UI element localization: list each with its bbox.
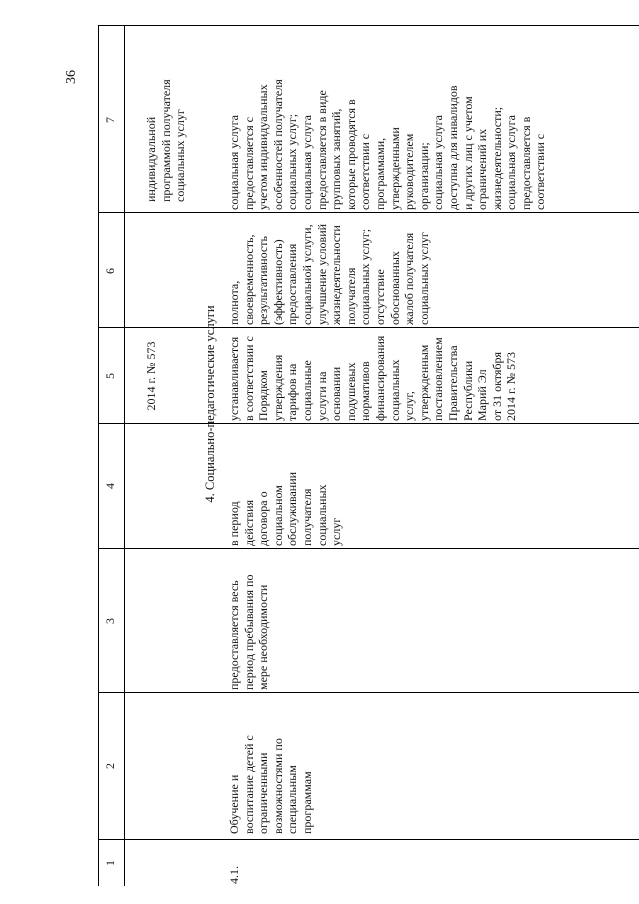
- column-number-3: 3: [103, 618, 117, 624]
- column-number-5: 5: [103, 373, 117, 379]
- service-conditions: социальная услуга предоставляется с учетом индивидуальных особенностей получателя социальных услуг; социальная услуга предоставляется в виде групповых занятий, которые проводятся в соответствии с программами, утвержденными руководителем организации; социальная услуга доступна для инвалидов и других лиц с учетом ограничений их жизнедеятельности; социальная услуга предоставляется в соответствии с: [227, 79, 548, 210]
- service-tariff: устанавливается в соответствии с Порядком утверждения тарифов на социальные услуги на основании подушевых нормативов финансирования социальных услуг, утвержденным постановлением Правительства Республики Марий Эл от 31 октября 2014 г. № 573: [227, 335, 519, 421]
- column-number-1: 1: [103, 860, 117, 866]
- header-bottom-line: [124, 26, 125, 886]
- page-number: 36: [64, 70, 79, 84]
- column-number-2: 2: [103, 763, 117, 769]
- col-sep-1: [98, 839, 639, 840]
- continuation-col5: 2014 г. № 573: [144, 341, 158, 411]
- service-timing: предоставляется весь период пребывания по мере необходимости: [227, 574, 271, 690]
- col-sep-2: [98, 692, 639, 693]
- col-sep-3: [98, 548, 124, 549]
- service-name: Обучение и воспитание детей с ограниченными возможностями по специальным программам: [227, 735, 314, 834]
- header-top-line: [98, 26, 99, 886]
- col-sep-3-body: [124, 548, 639, 549]
- row-number: 4.1.: [227, 866, 241, 884]
- col-sep-6: [98, 212, 639, 213]
- col-sep-7: [98, 25, 639, 26]
- continuation-col7: индивидуальной программой получателя социальных услуг: [144, 79, 188, 202]
- col-sep-4: [98, 423, 639, 424]
- service-quality: полнота, своевременность, результативность (эффективность) предоставления социальной услуги, улучшение условий жизнедеятельности получателя социальных услуг; отсутствие обоснованных жалоб получателя социальных услуг: [227, 223, 431, 325]
- column-number-6: 6: [103, 268, 117, 274]
- service-period: в период действия договора о социальном обслуживании получателя социальных услуг: [227, 471, 344, 546]
- column-number-7: 7: [103, 117, 117, 123]
- section-title: 4. Социально-педагогические услуги: [203, 305, 217, 503]
- col-sep-5: [98, 327, 639, 328]
- column-number-4: 4: [103, 483, 117, 489]
